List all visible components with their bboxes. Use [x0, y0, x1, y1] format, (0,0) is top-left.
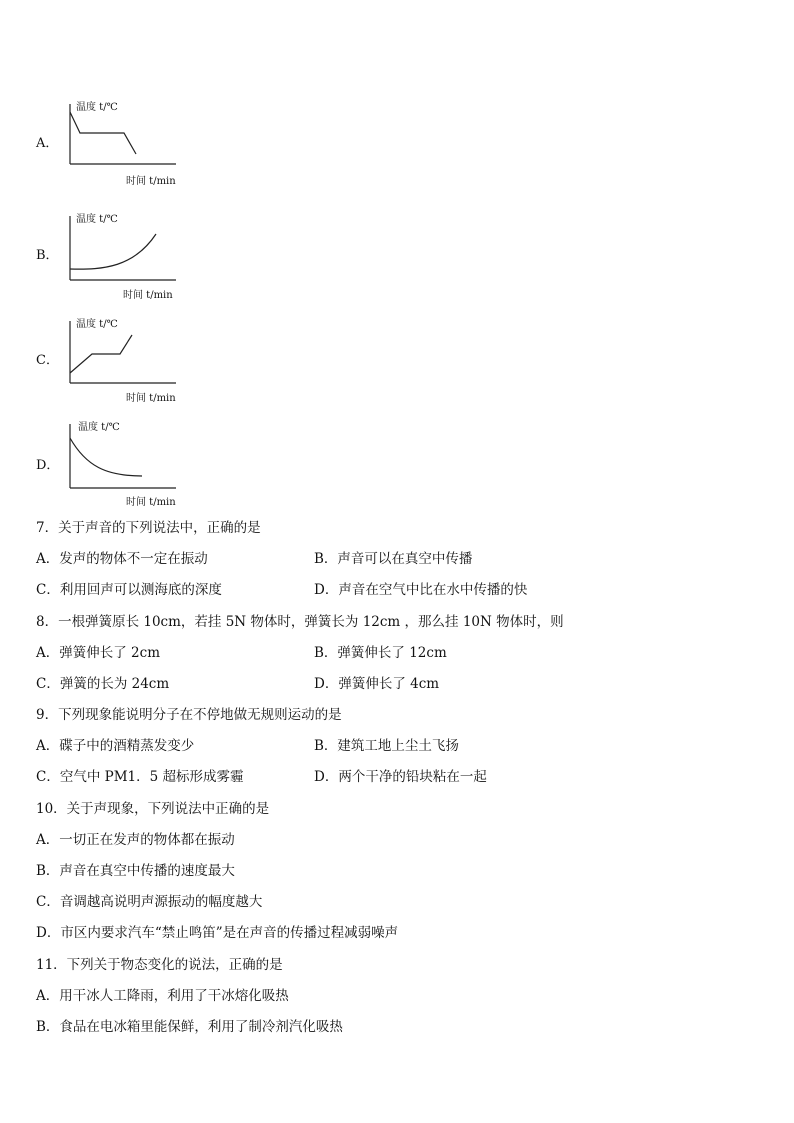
question-7-option-b: B．声音可以在真空中传播	[314, 551, 473, 567]
question-8-stem: 8．一根弹簧原长 10cm，若挂 5N 物体时，弹簧长为 12cm ，那么挂 10N 物体时，则	[36, 614, 564, 630]
graph-option-b	[36, 212, 196, 302]
option-label: A．	[36, 136, 59, 151]
y-axis-label: 温度 t/℃	[76, 214, 118, 225]
graph-option-a	[36, 100, 196, 190]
question-9-option-c: C．空气中 PM1．5 超标形成雾霾	[36, 769, 244, 785]
question-11-stem: 11．下列关于物态变化的说法，正确的是	[36, 957, 283, 973]
question-9-option-b: B．建筑工地上尘土飞扬	[314, 738, 459, 754]
question-9-stem: 9．下列现象能说明分子在不停地做无规则运动的是	[36, 707, 342, 723]
x-axis-label: 时间 t/min	[126, 497, 176, 508]
question-7-option-d: D．声音在空气中比在水中传播的快	[314, 582, 528, 598]
question-9-option-d: D．两个干净的铅块粘在一起	[314, 769, 487, 785]
question-7-option-a: A．发声的物体不一定在振动	[36, 551, 208, 567]
question-10-option-c: C．音调越高说明声源振动的幅度越大	[36, 894, 263, 910]
question-10-option-d: D．市区内要求汽车“禁止鸣笛”是在声音的传播过程减弱噪声	[36, 925, 399, 941]
question-8-option-d: D．弹簧伸长了 4cm	[314, 676, 440, 692]
question-8-option-a: A．弹簧伸长了 2cm	[36, 645, 160, 661]
y-axis-label: 温度 t/℃	[76, 319, 118, 330]
question-11-option-a: A．用干冰人工降雨，利用了干冰熔化吸热	[36, 988, 289, 1004]
y-axis-label: 温度 t/℃	[76, 102, 118, 113]
graph-option-c	[36, 317, 196, 407]
x-axis-label: 时间 t/min	[123, 290, 173, 301]
question-10-stem: 10．关于声现象，下列说法中正确的是	[36, 801, 270, 817]
question-10-option-b: B．声音在真空中传播的速度最大	[36, 863, 235, 879]
option-label: B．	[36, 248, 59, 263]
question-8-option-c: C．弹簧的长为 24cm	[36, 676, 170, 692]
question-7-stem: 7．关于声音的下列说法中，正确的是	[36, 520, 261, 536]
x-axis-label: 时间 t/min	[126, 393, 176, 404]
option-label: C．	[36, 353, 59, 368]
graph-option-d	[36, 420, 196, 510]
option-label: D．	[36, 458, 60, 473]
question-9-option-a: A．碟子中的酒精蒸发变少	[36, 738, 195, 754]
question-11-option-b: B．食品在电冰箱里能保鲜，利用了制冷剂汽化吸热	[36, 1019, 343, 1035]
x-axis-label: 时间 t/min	[126, 176, 176, 187]
y-axis-label: 温度 t/℃	[78, 422, 120, 433]
question-7-option-c: C．利用回声可以测海底的深度	[36, 582, 222, 598]
question-10-option-a: A．一切正在发声的物体都在振动	[36, 832, 235, 848]
question-8-option-b: B．弹簧伸长了 12cm	[314, 645, 447, 661]
